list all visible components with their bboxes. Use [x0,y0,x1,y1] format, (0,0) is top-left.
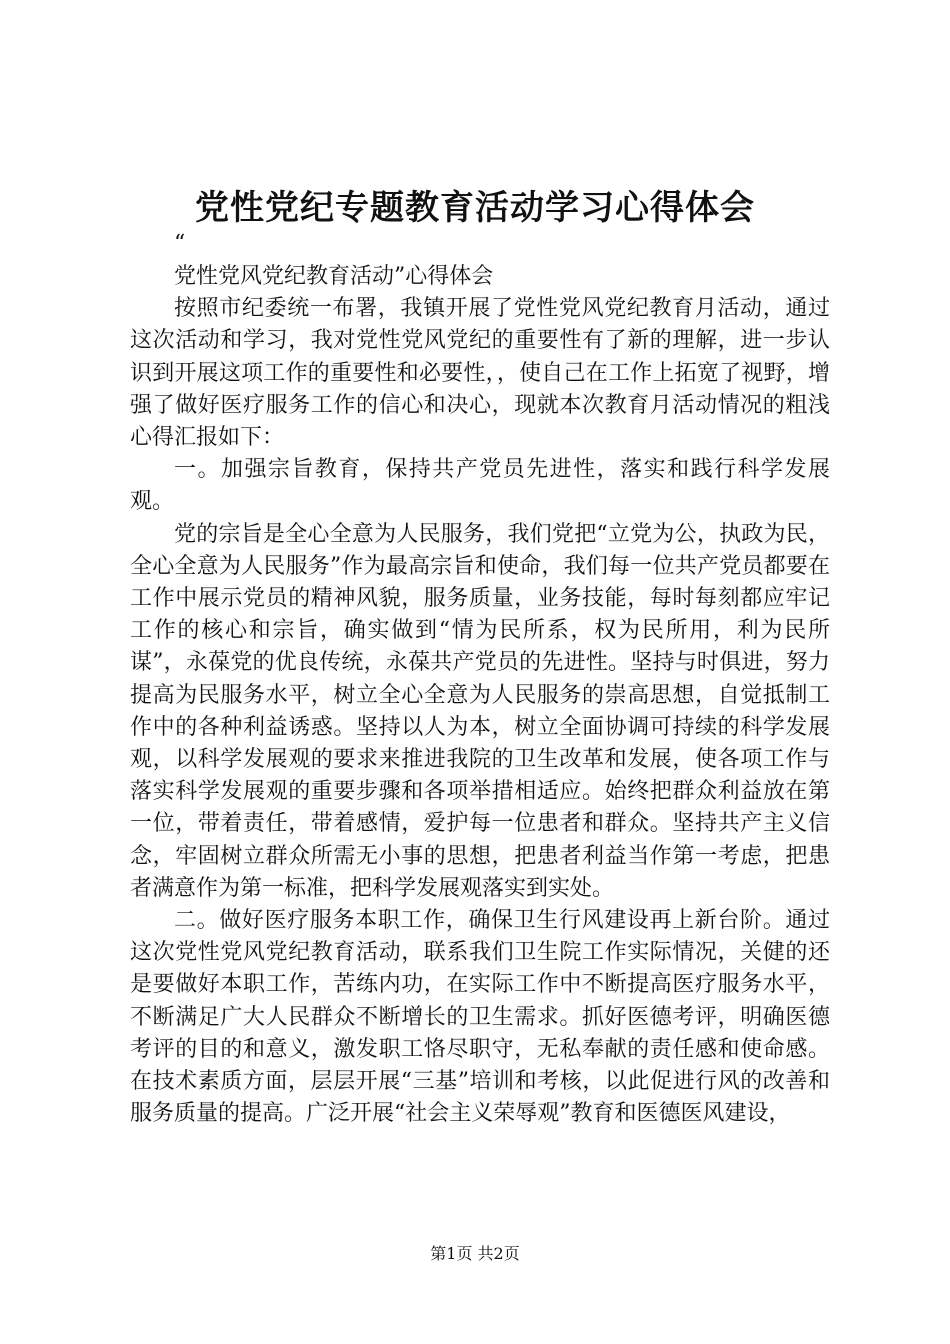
document-title: 党性党纪专题教育活动学习心得体会 [195,188,755,228]
page-footer: 第1页 共2页 [430,1244,520,1263]
paragraph-intro: 按照市纪委统一布署，我镇开展了党性党风党纪教育月活动，通过这次活动和学习，我对党性党风党纪的重要性有了新的理解，进一步认识到开展这项工作的重要性和必要性，，使自己在工作上拓宽了视野，增强了做好医疗服务工作的信心和决心，现就本次教育月活动情况的粗浅心得汇报如下： [130,296,830,451]
paragraph-section-two: 二。做好医疗服务本职工作，确保卫生行风建设再上新台阶。通过这次党性党风党纪教育活动，联系我们卫生院工作实际情况，关健的还是要做好本职工作，苦练内功，在实际工作中不断提高医疗服务水平，不断满足广大人民群众不断增长的卫生需求。抓好医德考评，明确医德考评的目的和意义，激发职工恪尽职守，无私奉献的责任感和使命感。在技术素质方面，层层开展“三基”培训和考核，以此促进行风的改善和服务质量的提高。广泛开展“社会主义荣辱观”教育和医德医风建设， [130,908,830,1127]
paragraph-subtitle: 党性党风党纪教育活动”心得体会 [174,264,494,289]
paragraph-section-one-heading: 一。加强宗旨教育，保持共产党员先进性，落实和践行科学发展观。 [130,457,830,515]
document-body [130,233,830,1130]
opening-quote-mark: “ [174,231,186,256]
paragraph-section-one-body: 党的宗旨是全心全意为人民服务，我们党把“立党为公，执政为民，全心全意为人民服务”作为最高宗旨和使命，我们每一位共产党员都要在工作中展示党员的精神风貌，服务质量，业务技能，每时每刻都应牢记工作的核心和宗旨，确实做到“情为民所系，权为民所用，利为民所谋”，永葆党的优良传统，永葆共产党员的先进性。坚持与时俱进，努力提高为民服务水平，树立全心全意为人民服务的崇高思想，自觉抵制工作中的各种利益诱惑。坚持以人为本，树立全面协调可持续的科学发展观，以科学发展观的要求来推进我院的卫生改革和发展，使各项工作与落实科学发展观的重要步骤和各项举措相适应。始终把群众利益放在第一位，带着责任，带着感情，爱护每一位患者和群众。坚持共产主义信念，牢固树立群众所需无小事的思想，把患者利益当作第一考虑，把患者满意作为第一标准，把科学发展观落实到实处。 [130,521,830,901]
